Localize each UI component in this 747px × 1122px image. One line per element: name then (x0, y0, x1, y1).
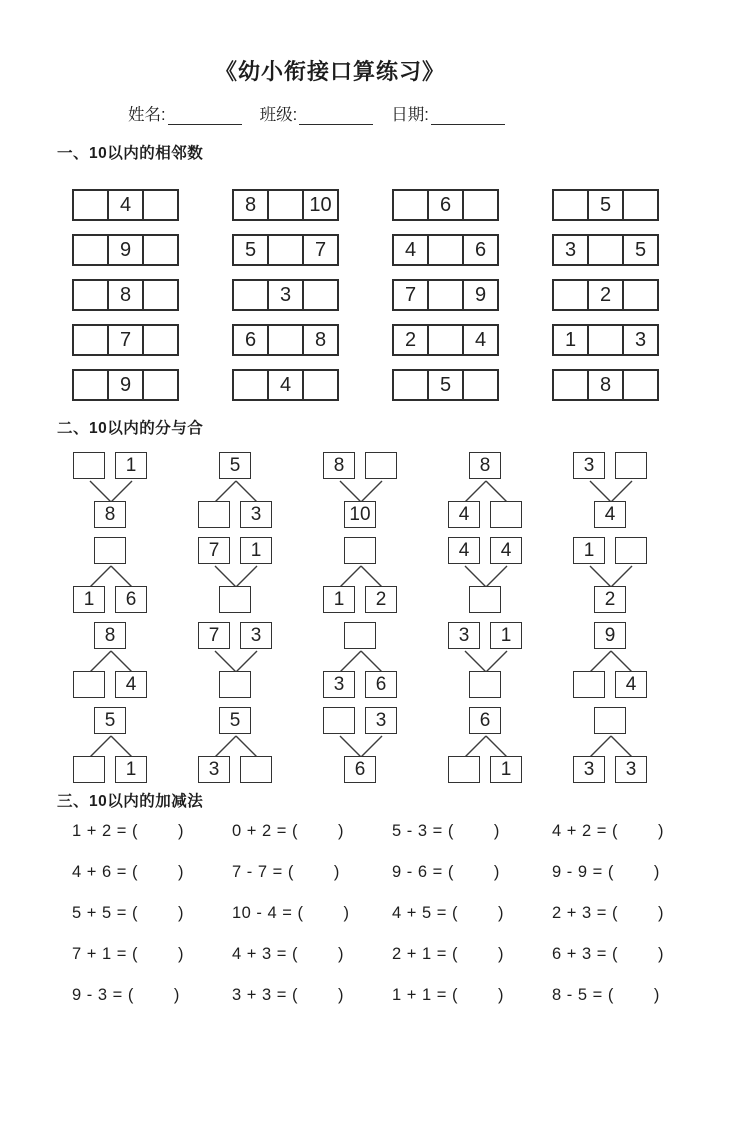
arithmetic-problem (392, 822, 500, 841)
bond-number-box: 2 (365, 586, 397, 613)
close-paren: ) (497, 904, 504, 922)
adjacent-number-strip (72, 369, 179, 401)
expression: 5 + 5 = (72, 904, 132, 922)
open-paren: ( (291, 986, 298, 1004)
class-blank (299, 106, 373, 125)
close-paren: ) (337, 945, 344, 963)
arithmetic-problem (232, 822, 344, 841)
open-paren: ( (607, 986, 614, 1004)
bond-empty-box (240, 756, 272, 783)
adjacent-number-strip (552, 324, 659, 356)
adjacent-number-strip (232, 234, 339, 266)
adjacent-number-strip (392, 324, 499, 356)
close-paren: ) (173, 986, 180, 1004)
close-paren: ) (337, 986, 344, 1004)
adjacent-number-strip (552, 279, 659, 311)
close-paren: ) (493, 822, 500, 840)
number-cell: 4 (269, 371, 304, 399)
number-cell: 7 (314, 238, 327, 261)
number-cell: 5 (589, 191, 624, 219)
open-paren: ( (291, 945, 298, 963)
arithmetic-problem (392, 904, 504, 923)
open-paren: ( (131, 904, 138, 922)
close-paren: ) (657, 945, 664, 963)
bond-diagram-merge (323, 452, 399, 532)
bond-number-box: 7 (198, 622, 230, 649)
empty-answer-cell (554, 281, 589, 309)
bond-empty-box (219, 671, 251, 698)
open-paren: ( (447, 822, 454, 840)
bond-number-box: 6 (469, 707, 501, 734)
arithmetic-problem (232, 986, 344, 1005)
expression: 4 + 6 = (72, 863, 132, 881)
bond-empty-box (615, 537, 647, 564)
number-cell: 2 (589, 281, 624, 309)
empty-answer-cell (144, 236, 177, 264)
bond-number-box: 1 (73, 586, 105, 613)
arithmetic-problem (392, 863, 500, 882)
expression: 9 - 6 = (392, 863, 448, 881)
bond-number-box: 6 (365, 671, 397, 698)
bond-diagram-merge (198, 622, 274, 702)
adjacent-number-strip (392, 189, 499, 221)
arithmetic-problem (552, 822, 664, 841)
expression: 1 + 2 = (72, 822, 132, 840)
expression: 9 - 3 = (72, 986, 128, 1004)
bond-empty-box (219, 586, 251, 613)
bond-number-box: 6 (115, 586, 147, 613)
bond-number-box: 3 (573, 756, 605, 783)
empty-answer-cell (234, 281, 269, 309)
empty-answer-cell (554, 371, 589, 399)
bond-empty-box (365, 452, 397, 479)
arithmetic-problem (392, 986, 504, 1005)
open-paren: ( (447, 863, 454, 881)
empty-answer-cell (74, 191, 109, 219)
empty-answer-cell (269, 191, 304, 219)
number-cell: 4 (474, 328, 487, 351)
bond-number-box: 1 (490, 622, 522, 649)
date-field (391, 101, 505, 125)
bond-diagram-merge (323, 707, 399, 787)
bond-number-box: 3 (448, 622, 480, 649)
number-cell: 4 (109, 191, 144, 219)
open-paren: ( (611, 945, 618, 963)
bond-number-box: 6 (344, 756, 376, 783)
number-cell: 9 (474, 283, 487, 306)
expression: 4 + 5 = (392, 904, 452, 922)
number-cell: 6 (474, 238, 487, 261)
empty-answer-cell (144, 191, 177, 219)
bond-diagram-split (573, 707, 649, 787)
adjacent-number-strip (72, 189, 179, 221)
empty-answer-cell (74, 371, 109, 399)
bond-empty-box (73, 452, 105, 479)
bond-empty-box (448, 756, 480, 783)
date-blank (431, 106, 505, 125)
arithmetic-problem (72, 945, 184, 964)
empty-answer-cell (429, 236, 464, 264)
open-paren: ( (297, 904, 304, 922)
bond-diagram-merge (573, 537, 649, 617)
arithmetic-problem (232, 863, 340, 882)
bond-diagram-split (573, 622, 649, 702)
bond-number-box: 9 (594, 622, 626, 649)
empty-answer-cell (74, 281, 109, 309)
bond-empty-box (469, 671, 501, 698)
number-cell: 1 (554, 326, 589, 354)
bond-number-box: 3 (573, 452, 605, 479)
worksheet-title: 《幼小衔接口算练习》 (214, 59, 445, 84)
empty-answer-cell (429, 281, 464, 309)
bond-empty-box (73, 671, 105, 698)
bond-number-box: 5 (219, 707, 251, 734)
bond-diagram-split (323, 622, 399, 702)
adjacent-number-strip (232, 189, 339, 221)
bond-diagram-merge (448, 622, 524, 702)
bond-number-box: 1 (240, 537, 272, 564)
bond-number-box: 4 (594, 501, 626, 528)
section-bonds-heading: 二、10以内的分与合 (57, 420, 204, 437)
adjacent-number-strip (552, 234, 659, 266)
expression: 0 + 2 = (232, 822, 292, 840)
bond-number-box: 1 (115, 452, 147, 479)
open-paren: ( (131, 863, 138, 881)
arithmetic-problem (72, 863, 184, 882)
arithmetic-problem (232, 945, 344, 964)
header-fields (128, 101, 505, 125)
bond-number-box: 8 (323, 452, 355, 479)
empty-answer-cell (464, 191, 497, 219)
expression: 8 - 5 = (552, 986, 608, 1004)
bond-diagram-merge (73, 452, 149, 532)
bond-empty-box (344, 622, 376, 649)
bond-number-box: 4 (115, 671, 147, 698)
open-paren: ( (451, 945, 458, 963)
name-blank (168, 106, 242, 125)
bond-number-box: 3 (198, 756, 230, 783)
bond-diagram-split (323, 537, 399, 617)
empty-answer-cell (394, 371, 429, 399)
bond-empty-box (344, 537, 376, 564)
expression: 1 + 1 = (392, 986, 452, 1004)
bond-number-box: 10 (344, 501, 376, 528)
bond-number-box: 3 (323, 671, 355, 698)
open-paren: ( (127, 986, 134, 1004)
close-paren: ) (657, 822, 664, 840)
bond-number-box: 3 (240, 501, 272, 528)
number-cell: 9 (109, 371, 144, 399)
number-cell: 3 (269, 281, 304, 309)
bond-number-box: 3 (365, 707, 397, 734)
bond-number-box: 5 (219, 452, 251, 479)
open-paren: ( (607, 863, 614, 881)
number-cell: 8 (234, 191, 269, 219)
bond-number-box: 8 (94, 501, 126, 528)
number-cell: 3 (554, 236, 589, 264)
section-adjacent-heading: 一、10以内的相邻数 (57, 145, 204, 162)
expression: 6 + 3 = (552, 945, 612, 963)
close-paren: ) (497, 986, 504, 1004)
bond-number-box: 1 (323, 586, 355, 613)
close-paren: ) (177, 822, 184, 840)
bond-number-box: 3 (240, 622, 272, 649)
bond-number-box: 1 (115, 756, 147, 783)
name-label: 姓名: (128, 106, 166, 124)
close-paren: ) (653, 863, 660, 881)
empty-answer-cell (234, 371, 269, 399)
expression: 3 + 3 = (232, 986, 292, 1004)
empty-answer-cell (269, 326, 304, 354)
empty-answer-cell (624, 371, 657, 399)
bond-empty-box (323, 707, 355, 734)
adjacent-number-strip (392, 234, 499, 266)
bond-empty-box (490, 501, 522, 528)
bond-number-box: 4 (448, 537, 480, 564)
expression: 2 + 1 = (392, 945, 452, 963)
number-cell: 2 (394, 326, 429, 354)
bond-empty-box (73, 756, 105, 783)
expression: 2 + 3 = (552, 904, 612, 922)
open-paren: ( (291, 822, 298, 840)
bond-number-box: 4 (448, 501, 480, 528)
number-cell: 7 (109, 326, 144, 354)
bond-diagram-split (448, 707, 524, 787)
adjacent-number-strip (72, 324, 179, 356)
bond-diagram-split (198, 452, 274, 532)
expression: 4 + 3 = (232, 945, 292, 963)
bond-empty-box (94, 537, 126, 564)
arithmetic-problem (392, 945, 504, 964)
number-cell: 9 (109, 236, 144, 264)
adjacent-number-strip (72, 234, 179, 266)
close-paren: ) (653, 986, 660, 1004)
number-cell: 6 (429, 191, 464, 219)
expression: 5 - 3 = (392, 822, 448, 840)
arithmetic-problem (552, 945, 664, 964)
empty-answer-cell (74, 326, 109, 354)
adjacent-number-strip (232, 369, 339, 401)
bond-empty-box (573, 671, 605, 698)
empty-answer-cell (429, 326, 464, 354)
close-paren: ) (337, 822, 344, 840)
open-paren: ( (611, 822, 618, 840)
adjacent-number-strip (232, 324, 339, 356)
close-paren: ) (493, 863, 500, 881)
bond-number-box: 4 (490, 537, 522, 564)
adjacent-number-strip (72, 279, 179, 311)
bond-diagram-merge (198, 537, 274, 617)
expression: 10 - 4 = (232, 904, 298, 922)
expression: 9 - 9 = (552, 863, 608, 881)
arithmetic-problem (72, 904, 184, 923)
number-cell: 8 (314, 328, 327, 351)
close-paren: ) (657, 904, 664, 922)
bond-number-box: 8 (469, 452, 501, 479)
empty-answer-cell (624, 191, 657, 219)
expression: 4 + 2 = (552, 822, 612, 840)
adjacent-number-strip (232, 279, 339, 311)
number-cell: 8 (109, 281, 144, 309)
bond-diagram-split (73, 537, 149, 617)
empty-answer-cell (624, 281, 657, 309)
close-paren: ) (343, 904, 350, 922)
close-paren: ) (177, 904, 184, 922)
class-field (260, 101, 374, 125)
number-cell: 5 (429, 371, 464, 399)
adjacent-number-strip (392, 279, 499, 311)
empty-answer-cell (144, 326, 177, 354)
number-cell: 10 (309, 193, 332, 216)
name-field (128, 101, 242, 125)
empty-answer-cell (554, 191, 589, 219)
bond-diagram-split (198, 707, 274, 787)
bond-number-box: 1 (573, 537, 605, 564)
open-paren: ( (131, 822, 138, 840)
close-paren: ) (177, 945, 184, 963)
arithmetic-problem (552, 904, 664, 923)
bond-empty-box (615, 452, 647, 479)
number-cell: 6 (234, 326, 269, 354)
bond-empty-box (198, 501, 230, 528)
arithmetic-problem (72, 986, 180, 1005)
bond-number-box: 3 (615, 756, 647, 783)
number-cell: 8 (589, 371, 624, 399)
number-cell: 7 (394, 281, 429, 309)
open-paren: ( (451, 986, 458, 1004)
number-cell: 3 (634, 328, 647, 351)
empty-answer-cell (269, 236, 304, 264)
date-label: 日期: (391, 106, 429, 124)
empty-answer-cell (589, 326, 624, 354)
open-paren: ( (131, 945, 138, 963)
arithmetic-problem (72, 822, 184, 841)
bond-empty-box (594, 707, 626, 734)
empty-answer-cell (144, 281, 177, 309)
class-label: 班级: (259, 106, 298, 124)
bond-diagram-merge (573, 452, 649, 532)
open-paren: ( (451, 904, 458, 922)
bond-number-box: 8 (94, 622, 126, 649)
bond-diagram-split (73, 707, 149, 787)
open-paren: ( (611, 904, 618, 922)
bond-empty-box (469, 586, 501, 613)
bond-number-box: 4 (615, 671, 647, 698)
section-arithmetic-heading: 三、10以内的加减法 (57, 793, 204, 810)
bond-diagram-split (448, 452, 524, 532)
adjacent-number-strip (552, 189, 659, 221)
number-cell: 5 (234, 236, 269, 264)
arithmetic-problem (232, 904, 350, 923)
adjacent-number-strip (552, 369, 659, 401)
bond-number-box: 1 (490, 756, 522, 783)
close-paren: ) (177, 863, 184, 881)
empty-answer-cell (304, 371, 337, 399)
expression: 7 + 1 = (72, 945, 132, 963)
empty-answer-cell (74, 236, 109, 264)
empty-answer-cell (464, 371, 497, 399)
number-cell: 5 (634, 238, 647, 261)
close-paren: ) (497, 945, 504, 963)
open-paren: ( (287, 863, 294, 881)
empty-answer-cell (304, 281, 337, 309)
bond-diagram-merge (448, 537, 524, 617)
bond-number-box: 2 (594, 586, 626, 613)
empty-answer-cell (589, 236, 624, 264)
arithmetic-problem (552, 986, 660, 1005)
expression: 7 - 7 = (232, 863, 288, 881)
bond-number-box: 7 (198, 537, 230, 564)
empty-answer-cell (144, 371, 177, 399)
adjacent-number-strip (392, 369, 499, 401)
close-paren: ) (333, 863, 340, 881)
bond-number-box: 5 (94, 707, 126, 734)
number-cell: 4 (394, 236, 429, 264)
arithmetic-problem (552, 863, 660, 882)
bond-diagram-split (73, 622, 149, 702)
empty-answer-cell (394, 191, 429, 219)
